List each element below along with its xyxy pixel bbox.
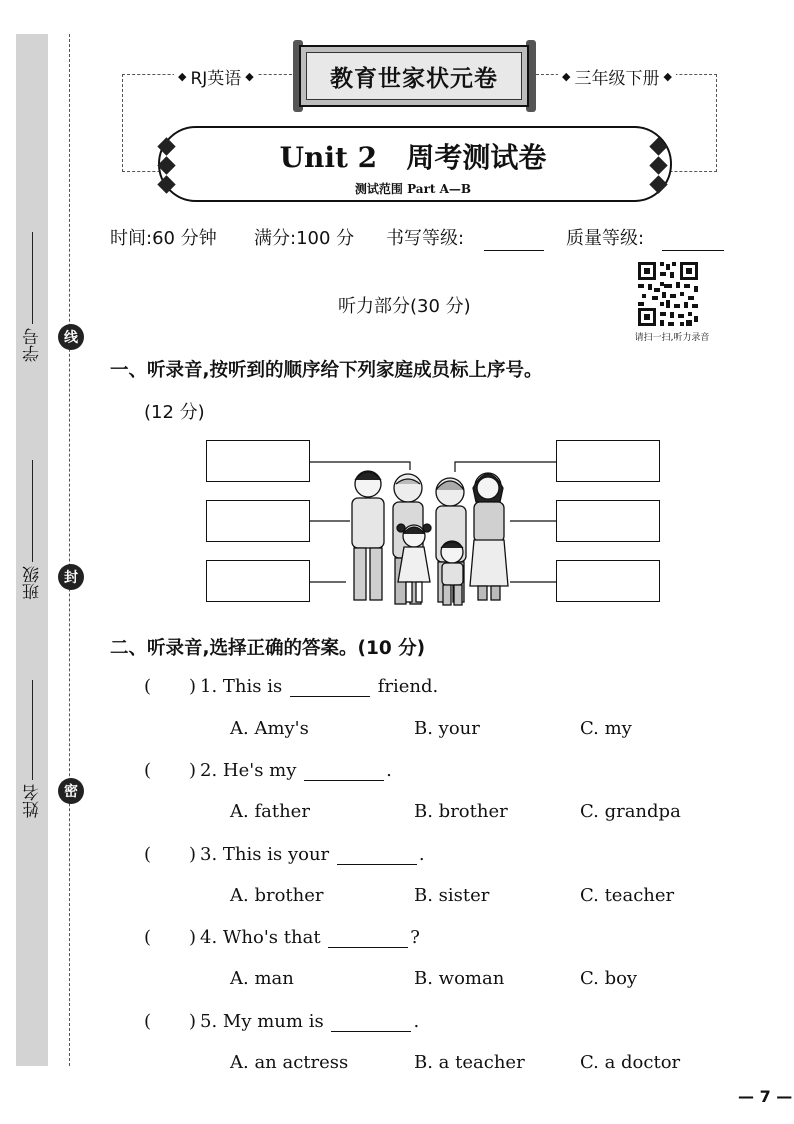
test-title: 周考测试卷 [406,141,547,174]
cut-mark-line: 线 [58,324,84,350]
answer-paren-2[interactable]: ( ) [144,760,197,781]
question-blank[interactable] [290,678,370,697]
question-text-after: ? [410,927,420,948]
question-text-before: This is [222,676,283,697]
diamond-icon: ◆ [178,70,187,83]
option-4b[interactable]: B. woman [414,968,505,989]
option-1c[interactable]: C. my [580,718,632,739]
question-3 [200,844,425,865]
option-4c[interactable]: C. boy [580,968,638,989]
option-1b[interactable]: B. your [414,718,480,739]
answer-box-3[interactable] [206,560,310,602]
option-3a[interactable]: A. brother [230,885,324,906]
option-5a[interactable]: A. an actress [230,1052,349,1073]
diamond-icon: ◆ [562,70,571,83]
class-line[interactable] [32,460,33,562]
question-text-before: He's my [222,760,297,781]
question-2 [200,760,392,781]
cut-line [69,34,70,1066]
full-score-info: 满分:100 分 [254,228,355,249]
question-blank[interactable] [331,1013,411,1032]
diamond-icon [649,156,667,174]
question-number: 2. [200,760,218,781]
question-blank[interactable] [337,846,417,865]
listening-section-title: 听力部分(30 分) [338,296,471,317]
answer-paren-3[interactable]: ( ) [144,844,197,865]
time-info: 时间:60 分钟 [110,228,217,249]
quality-grade-label: 质量等级: [566,228,645,249]
diamond-icon [649,175,667,193]
question-text-after: . [413,1011,420,1032]
question-number: 5. [200,1011,218,1032]
part1-title: 一、听录音,按听到的顺序给下列家庭成员标上序号。 [110,360,543,381]
question-number: 3. [200,844,218,865]
class-field [16,460,48,600]
page-title [158,136,668,176]
option-4a[interactable]: A. man [230,968,294,989]
question-text-after: . [418,844,425,865]
grade-tag [558,64,676,89]
qr-caption: 请扫一扫,听力录音 [634,333,710,343]
question-text-before: This is your [222,844,330,865]
diamond-icon [649,137,667,155]
diamond-icon [157,156,175,174]
question-text-after: friend. [377,676,439,697]
part2-title: 二、听录音,选择正确的答案。(10 分) [110,638,426,659]
test-scope: 测试范围 Part A—B [354,182,472,196]
question-text-after: . [386,760,392,781]
option-5c[interactable]: C. a doctor [580,1052,681,1073]
question-text-before: My mum is [222,1011,324,1032]
part1-score: (12 分) [144,402,205,423]
student-id-field [16,232,48,362]
option-2b[interactable]: B. brother [414,801,508,822]
question-text-before: Who's that [222,927,321,948]
student-id-line[interactable] [32,232,33,324]
question-4 [200,927,420,948]
name-label: 姓名 [22,784,43,818]
grade-tag-text: 三年级下册 [574,69,660,89]
question-blank[interactable] [328,929,408,948]
diamond-icon [157,137,175,155]
answer-box-4[interactable] [556,440,660,482]
question-1 [200,676,438,697]
connector-line [310,462,410,470]
connector-line [455,462,556,472]
answer-paren-1[interactable]: ( ) [144,676,197,697]
quality-grade-field[interactable] [662,230,724,251]
question-5 [200,1011,419,1032]
answer-box-6[interactable] [556,560,660,602]
family-illustration [310,436,560,616]
diamond-icon: ◆ [663,70,672,83]
cut-mark-seal: 封 [58,564,84,590]
answer-paren-4[interactable]: ( ) [144,927,197,948]
page-number: — 7 — [738,1087,793,1106]
question-blank[interactable] [304,762,384,781]
name-field [16,680,48,818]
qr-code-icon[interactable] [636,260,700,328]
question-number: 1. [200,676,218,697]
answer-paren-5[interactable]: ( ) [144,1011,197,1032]
student-id-label: 学号 [22,328,43,362]
option-3b[interactable]: B. sister [414,885,490,906]
writing-grade-field[interactable] [484,230,544,251]
option-1a[interactable]: A. Amy's [230,718,309,739]
diamond-icon: ◆ [245,70,254,83]
option-5b[interactable]: B. a teacher [414,1052,525,1073]
series-title: 教育世家状元卷 [306,52,522,100]
question-number: 4. [200,927,218,948]
answer-box-2[interactable] [206,500,310,542]
option-2a[interactable]: A. father [230,801,310,822]
answer-box-5[interactable] [556,500,660,542]
unit-title: Unit 2 [279,141,378,174]
option-3c[interactable]: C. teacher [580,885,675,906]
option-2c[interactable]: C. grandpa [580,801,681,822]
banner-diamonds-left [160,140,173,191]
cut-mark-secret: 密 [58,778,84,804]
subject-tag [174,64,258,89]
name-line[interactable] [32,680,33,780]
answer-box-1[interactable] [206,440,310,482]
subject-tag-text: RJ英语 [190,69,242,89]
writing-grade-label: 书写等级: [386,228,465,249]
diamond-icon [157,175,175,193]
banner-diamonds-right [652,140,665,191]
class-label: 班级 [22,566,43,600]
